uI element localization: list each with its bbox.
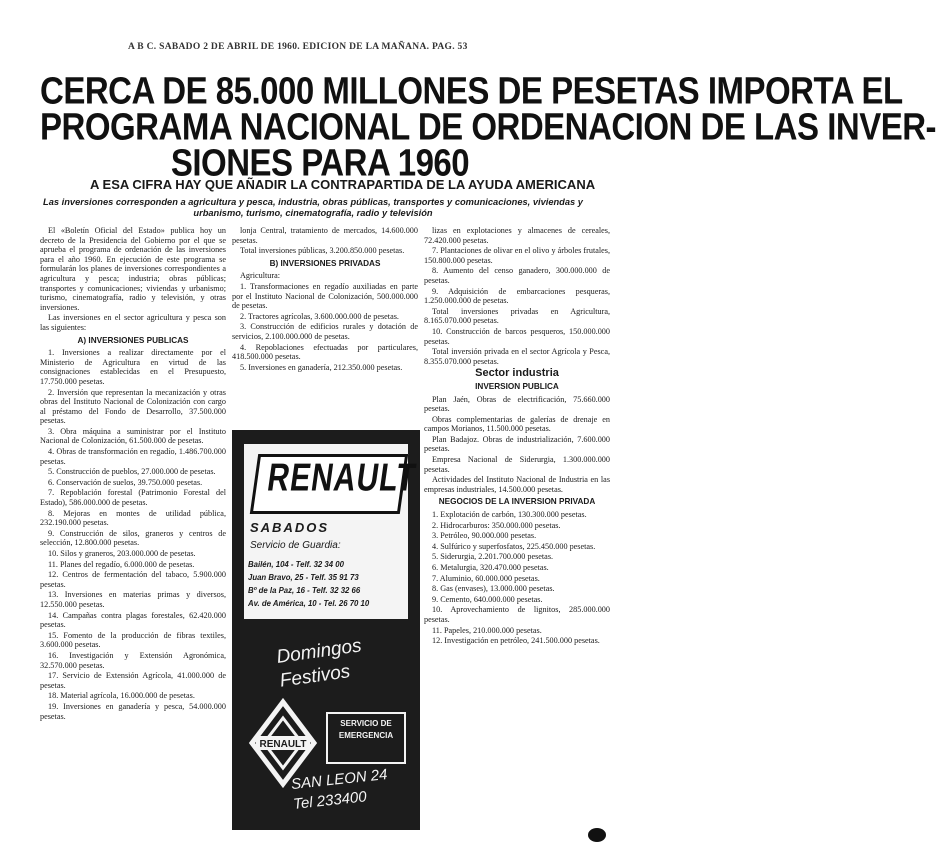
col3-item: 10. Construcción de barcos pesqueros, 150.000.000 pesetas. bbox=[424, 326, 610, 346]
col3-paragraph: Plan Jaén, Obras de electrificación, 75.660.000 pesetas. bbox=[424, 394, 610, 414]
article-deck: Las inversiones corresponden a agricultura y pesca, industria, obras públicas, transportes y comunicaciones, viviendas y urbanismo, turismo, cinematografía, radio y televisión bbox=[43, 197, 583, 218]
ad-address-line: Bº de la Paz, 16 - Telf. 32 32 66 bbox=[248, 586, 361, 595]
col3-item: Total inversiones privadas en Agricultura, 8.165.070.000 pesetas. bbox=[424, 306, 610, 326]
ad-sunday-label bbox=[275, 634, 366, 693]
ad-address-line: Juan Bravo, 25 - Telf. 35 91 73 bbox=[248, 573, 359, 582]
col2-item: 2. Tractores agrícolas, 3.600.000.000 de pesetas. bbox=[240, 311, 399, 321]
ad-service-label: Servicio de Guardia: bbox=[250, 540, 341, 551]
col3-item: 3. Petróleo, 90.000.000 pesetas. bbox=[432, 531, 537, 541]
ad-emergency-line-1: SERVICIO DE bbox=[340, 719, 392, 728]
col3-paragraph: Plan Badajoz. Obras de industrialización, 7.600.000 pesetas. bbox=[424, 434, 610, 454]
col3-item: 8. Gas (envases), 13.000.000 pesetas. bbox=[432, 584, 555, 594]
col1-item: 5. Construcción de pueblos, 27.000.000 de pesetas. bbox=[48, 467, 216, 477]
col3-item: 8. Aumento del censo ganadero, 300.000.000 de pesetas. bbox=[424, 266, 610, 285]
headline-line-1: CERCA DE 85.000 MILLONES DE PESETAS IMPORTA EL bbox=[40, 69, 903, 112]
col1-paragraph: El «Boletín Oficial del Estado» publica hoy un decreto de la Presidencia del Gobierno por el que se aprueba el programa de ordenación de las inversiones para el año 1960. En ejecución de este programa se formularán los planes de inversiones correspondientes a agricultura y pesca; industria; obras públicas; transportes y comunicaciones; viviendas y urbanismo; turismo, cinematografía, radio y televisión, y otras inversiones. bbox=[40, 226, 226, 312]
col3-item: lizas en explotaciones y almacenes de cereales, 72.420.000 pesetas. bbox=[424, 226, 610, 245]
column-1 bbox=[40, 226, 226, 816]
column-3 bbox=[424, 226, 610, 826]
col3-item: 5. Siderurgia, 2.201.700.000 pesetas. bbox=[432, 552, 554, 562]
headline-line-3: SIONES PARA 1960 bbox=[170, 141, 470, 184]
col2-item: 3. Construcción de edificios rurales y dotación de servicios, 2.100.000.000 de pesetas. bbox=[232, 322, 418, 341]
ad-emergency-box bbox=[326, 712, 406, 764]
col3-section-title: Sector industria bbox=[475, 367, 559, 380]
subheadline: A ESA CIFRA HAY QUE AÑADIR LA CONTRAPARTIDA DE LA AYUDA AMERICANA bbox=[90, 177, 596, 192]
col3-section-heading: INVERSION PUBLICA bbox=[475, 381, 559, 391]
ad-address-line: Bailén, 104 - Telf. 32 34 00 bbox=[248, 560, 344, 569]
column-2 bbox=[232, 226, 418, 426]
col3-item: 4. Sulfúrico y superfosfatos, 225.450.000 pesetas. bbox=[432, 541, 596, 551]
ad-logo-text: RENAULT bbox=[259, 739, 307, 750]
col3-item: 9. Cemento, 640.000.000 pesetas. bbox=[432, 594, 543, 604]
col1-item: 8. Mejoras en montes de utilidad pública, 232.190.000 pesetas. bbox=[40, 508, 226, 528]
col1-item: 10. Silos y graneros, 203.000.000 de pesetas. bbox=[48, 549, 196, 558]
col1-item: 11. Planes del regadío, 6.000.000 de pesetas. bbox=[48, 559, 195, 569]
ad-sunday-line-2: Festivos bbox=[278, 661, 352, 692]
col3-item: 1. Explotación de carbón, 130.300.000 pesetas. bbox=[432, 510, 587, 520]
col1-item: 17. Servicio de Extensión Agrícola, 41.000.000 de pesetas. bbox=[40, 671, 226, 690]
col3-item: 11. Papeles, 210.000.000 pesetas. bbox=[432, 625, 542, 635]
renault-advertisement bbox=[232, 430, 420, 830]
col1-item: 2. Inversión que representan la mecanización y otras obras del Instituto Nacional de Colonización con cargo al préstamo del Fondo de Desarrollo, 37.500.000 pesetas. bbox=[40, 387, 226, 426]
ad-emergency-line-2: EMERGENCIA bbox=[338, 731, 394, 740]
col1-item: 6. Conservación de suelos, 39.750.000 pesetas. bbox=[48, 477, 203, 487]
col2-item: 5. Inversiones en ganadería, 212.350.000 pesetas. bbox=[240, 362, 403, 372]
col3-item: 6. Metalurgia, 320.470.000 pesetas. bbox=[432, 563, 549, 572]
col3-paragraph: Empresa Nacional de Siderurgia, 1.300.000.000 pesetas. bbox=[424, 455, 610, 474]
col2-item: 1. Transformaciones en regadío auxiliadas en parte por el Instituto Nacional de Colonización, 500.000.000 de pesetas. bbox=[232, 281, 418, 311]
col3-item: 7. Aluminio, 60.000.000 pesetas. bbox=[432, 573, 540, 583]
col1-item: 18. Material agrícola, 16.000.000 de pesetas. bbox=[48, 691, 195, 701]
col1-paragraph: Las inversiones en el sector agricultura y pesca son las siguientes: bbox=[40, 313, 226, 332]
ad-phone-line-2: Tel 233400 bbox=[292, 788, 368, 813]
col1-item: 9. Construcción de silos, graneros y centros de selección, 12.800.000 pesetas. bbox=[40, 528, 226, 548]
col3-item: 2. Hidrocarburos: 350.000.000 pesetas. bbox=[432, 520, 561, 530]
col2-item: 4. Repoblaciones efectuadas por particulares, 418.500.000 pesetas. bbox=[232, 342, 418, 362]
col3-item: 7. Plantaciones de olivar en el olivo y árboles frutales, 150.800.000 pesetas. bbox=[424, 246, 610, 265]
col3-paragraph: Actividades del Instituto Nacional de Industria en las empresas industriales, 14.500.000 pesetas. bbox=[424, 475, 610, 494]
ad-address-list bbox=[248, 558, 408, 610]
col1-section-heading: A) INVERSIONES PUBLICAS bbox=[77, 335, 189, 345]
col1-item: 12. Centros de fermentación del tabaco, 5.900.000 pesetas. bbox=[40, 570, 226, 589]
col3-item: 9. Adquisición de embarcaciones pesqueras, 1.250.000.000 de pesetas. bbox=[424, 286, 610, 306]
headline-line-2: PROGRAMA NACIONAL DE ORDENACION DE LAS INVER- bbox=[40, 105, 936, 148]
ad-phone-label bbox=[290, 765, 390, 815]
col2-paragraph: Total inversiones públicas, 3.200.850.000 pesetas. bbox=[240, 246, 405, 256]
running-head: A B C. SABADO 2 DE ABRIL DE 1960. EDICION DE LA MAÑANA. PAG. 53 bbox=[128, 42, 468, 52]
col2-section-heading: B) INVERSIONES PRIVADAS bbox=[269, 258, 381, 268]
ad-sunday-line-1: Domingos bbox=[275, 635, 363, 668]
ad-brand-box bbox=[250, 454, 419, 514]
ad-brand-name: RENAULT bbox=[264, 456, 419, 500]
col1-item: 1. Inversiones a realizar directamente por el Ministerio de Agricultura en virtud de las consignaciones establecidas en el Presupuesto, 17.750.000 pesetas. bbox=[40, 348, 226, 386]
col1-item: 16. Investigación y Extensión Agronómica, 32.570.000 pesetas. bbox=[40, 650, 226, 670]
ad-phone-line-1: SAN LEON 24 bbox=[290, 766, 389, 794]
col1-item: 14. Campañas contra plagas forestales, 62.420.000 pesetas. bbox=[40, 610, 226, 630]
col1-item: 13. Inversiones en materias primas y diversos, 12.550.000 pesetas. bbox=[40, 590, 226, 609]
col3-paragraph: Obras complementarias de galerías de drenaje en campos Morianos, 11.500.000 pesetas. bbox=[424, 414, 610, 434]
col1-item: 7. Repoblación forestal (Patrimonio Forestal del Estado), 586.000.000 de pesetas. bbox=[40, 488, 226, 508]
col3-section-heading-2: NEGOCIOS DE LA INVERSION PRIVADA bbox=[438, 497, 596, 507]
col3-item: 12. Investigación en petróleo, 241.500.000 pesetas. bbox=[432, 636, 600, 646]
ad-service-panel bbox=[244, 444, 419, 619]
col2-item: Agricultura: bbox=[240, 271, 281, 281]
col2-paragraph: lonja Central, tratamiento de mercados, 14.600.000 pesetas. bbox=[232, 226, 418, 245]
col3-item: Total inversión privada en el sector Agrícola y Pesca, 8.355.070.000 pesetas. bbox=[424, 347, 610, 366]
ad-address-line: Av. de América, 10 - Tel. 26 70 10 bbox=[248, 599, 370, 608]
col3-item: 10. Aprovechamiento de lignitos, 285.000.000 pesetas. bbox=[424, 605, 610, 624]
ink-blot-mark bbox=[588, 828, 606, 842]
ad-day-label: SABADOS bbox=[250, 520, 330, 535]
col1-item: 19. Inversiones en ganadería y pesca, 54.000.000 pesetas. bbox=[40, 701, 226, 721]
col1-item: 15. Fomento de la producción de fibras textiles, 3.600.000 pesetas. bbox=[40, 630, 226, 650]
col1-item: 4. Obras de transformación en regadío, 1.486.700.000 pesetas. bbox=[40, 447, 226, 466]
col1-item: 3. Obra máquina a suministrar por el Instituto Nacional de Colonización, 61.500.000 de pesetas. bbox=[40, 426, 226, 446]
